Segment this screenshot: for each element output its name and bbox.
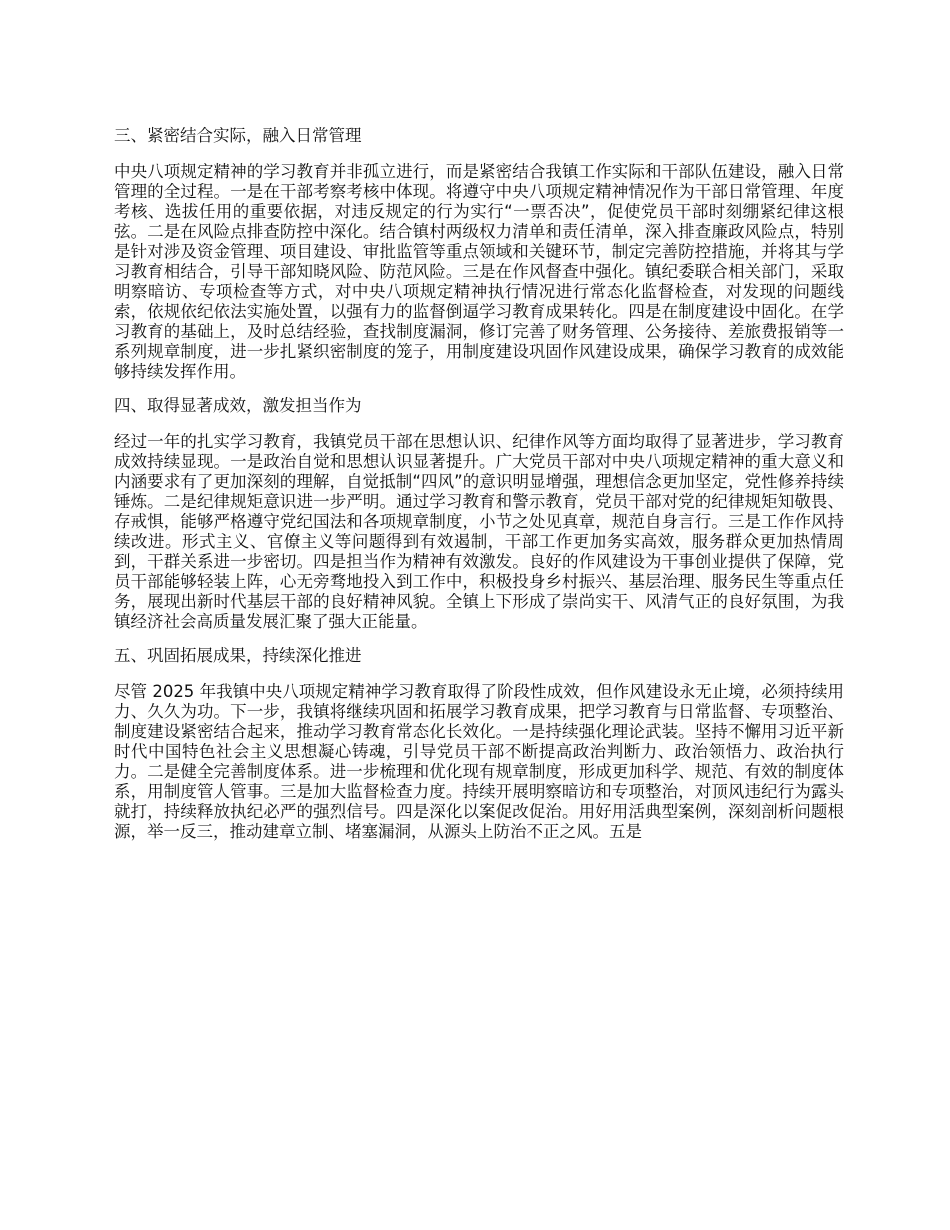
document-page xyxy=(114,124,844,854)
section-paragraph: 经过一年的扎实学习教育，我镇党员干部在思想认识、纪律作风等方面均取得了显著进步，学习教育成效持续显现。一是政治自觉和思想认识显著提升。广大党员干部对中央八项规定精神的重大意义和内涵要求有了更加深刻的理解，自觉抵制“四风”的意识明显增强，理想信念更加坚定，党性修养持续锤炼。二是纪律规矩意识进一步严明。通过学习教育和警示教育，党员干部对党的纪律规矩知敬畏、存戒惧，能够严格遵守党纪国法和各项规章制度，小节之处见真章，规范自身言行。三是工作作风持续改进。形式主义、官僚主义等问题得到有效遏制，干部工作更加务实高效，服务群众更加热情周到，干群关系进一步密切。四是担当作为精神有效激发。良好的作风建设为干事创业提供了保障，党员干部能够轻装上阵，心无旁骛地投入到工作中，积极投身乡村振兴、基层治理、服务民生等重点任务，展现出新时代基层干部的良好精神风貌。全镇上下形成了崇尚实干、风清气正的良好氛围，为我镇经济社会高质量发展汇聚了强大正能量。 xyxy=(114,432,844,631)
section-paragraph: 中央八项规定精神的学习教育并非孤立进行，而是紧密结合我镇工作实际和干部队伍建设，融入日常管理的全过程。一是在干部考察考核中体现。将遵守中央八项规定精神情况作为干部日常管理、年度考核、选拔任用的重要依据，对违反规定的行为实行“一票否决”，促使党员干部时刻绷紧纪律这根弦。二是在风险点排查防控中深化。结合镇村两级权力清单和责任清单，深入排查廉政风险点，特别是针对涉及资金管理、项目建设、审批监管等重点领域和关键环节，制定完善防控措施，并将其与学习教育相结合，引导干部知晓风险、防范风险。三是在作风督查中强化。镇纪委联合相关部门，采取明察暗访、专项检查等方式，对中央八项规定精神执行情况进行常态化监督检查，对发现的问题线索，依规依纪依法实施处置，以强有力的监督倒逼学习教育成果转化。四是在制度建设中固化。在学习教育的基础上，及时总结经验，查找制度漏洞，修订完善了财务管理、公务接待、差旅费报销等一系列规章制度，进一步扎紧织密制度的笼子，用制度建设巩固作风建设成果，确保学习教育的成效能够持续发挥作用。 xyxy=(114,162,844,381)
section-paragraph: 尽管 2025 年我镇中央八项规定精神学习教育取得了阶段性成效，但作风建设永无止境，必须持续用力、久久为功。下一步，我镇将继续巩固和拓展学习教育成果，把学习教育与日常监督、专项整治、制度建设紧密结合起来，推动学习教育常态化长效化。一是持续强化理论武装。坚持不懈用习近平新时代中国特色社会主义思想凝心铸魂，引导党员干部不断提高政治判断力、政治领悟力、政治执行力。二是健全完善制度体系。进一步梳理和优化现有规章制度，形成更加科学、规范、有效的制度体系，用制度管人管事。三是加大监督检查力度。持续开展明察暗访和专项整治，对顶风违纪行为露头就打，持续释放执纪必严的强烈信号。四是深化以案促改促治。用好用活典型案例，深刻剖析问题根源，举一反三，推动建章立制、堵塞漏洞，从源头上防治不正之风。五是 xyxy=(114,682,844,841)
section-heading: 四、取得显著成效，激发担当作为 xyxy=(114,396,362,415)
section-heading: 三、紧密结合实际，融入日常管理 xyxy=(114,126,362,145)
section-4 xyxy=(114,394,844,632)
section-5 xyxy=(114,644,844,842)
section-heading: 五、巩固拓展成果，持续深化推进 xyxy=(114,646,362,665)
section-3 xyxy=(114,124,844,382)
